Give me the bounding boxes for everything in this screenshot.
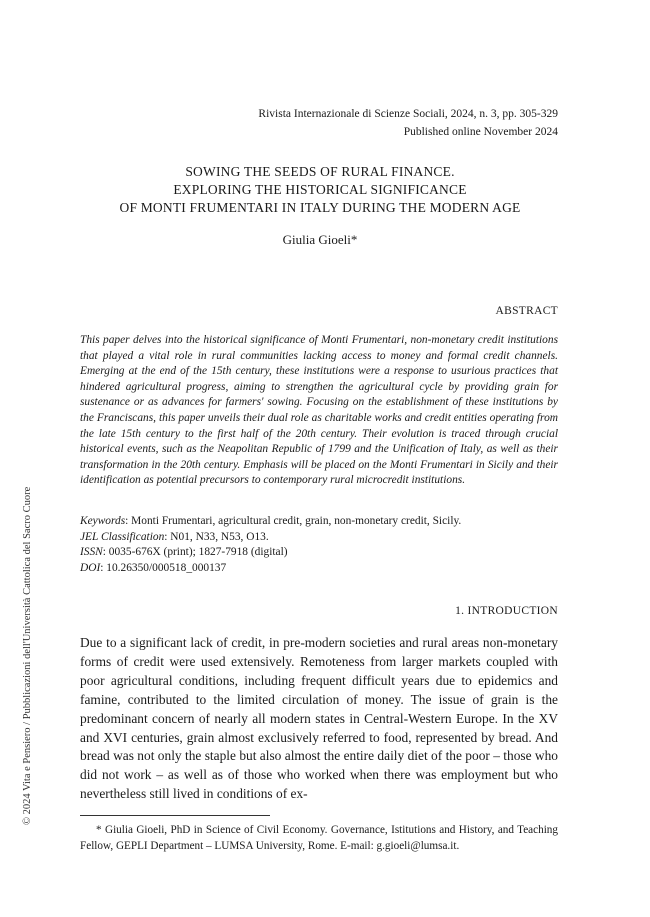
doi-value: : 10.26350/000518_000137 bbox=[100, 561, 227, 574]
copyright-sidebar: © 2024 Vita e Pensiero / Pubblicazioni dell'Università Cattolica del Sacro Cuore bbox=[22, 486, 33, 825]
keywords-label: Keywords bbox=[80, 515, 126, 527]
abstract-heading: ABSTRACT bbox=[495, 305, 558, 317]
body-paragraph: Due to a significant lack of credit, in pre-modern societies and rural areas non-monetary forms of credit were used extensively. Remoteness from larger markets coupled with poor agricultural conditions, including frequent difficult years due to epidemics and famine, contributed to the limited circulation of money. The issue of grain is the predominant concern of nearly all modern states in Central-Western Europe. In the XV and XVI centuries, grain almost exclusively referred to food, represented by bread. And bread was not only the staple but also almost the entire daily diet of the poor – those who did not work – as well as of those who worked when there was employment but who nevertheless still lived in conditions of ex- bbox=[80, 635, 558, 802]
abstract-text: This paper delves into the historical significance of Monti Frumentari, non-monetary credit institutions that played a vital role in rural communities lacking access to money and formal credit channels. Emerging at the end of the 15th century, these institutions were a response to usurious practices that hindered agricultural progress, aiming to strengthen the agricultural cycle by providing grain for sustenance or as advances for farmers' sowing. Focusing on the establishment of these institutions by the Franciscans, this paper unveils their dual role as charitable works and credit entities operating from the late 15th century to the first half of the 20th century. Their evolution is traced through crucial historical events, such as the Neapolitan Republic of 1799 and the Unification of Italy, as well as their transformation in the 20th century. Emphasis will be placed on the Monti Frumentari in Sicily and their identification as potential precursors to contemporary rural microcredit institutions. bbox=[80, 334, 558, 487]
keywords-value: : Monti Frumentari, agricultural credit, grain, non-monetary credit, Sicily. bbox=[125, 515, 462, 527]
footnote: * Giulia Gioeli, PhD in Science of Civil Economy. Governance, Istitutions and History, and Teaching Fellow, GEPLI Department – LUMSA University, Rome. E-mail: g.gioeli@lumsa.it. bbox=[80, 824, 558, 852]
journal-citation: Rivista Internazionale di Scienze Sociali, 2024, n. 3, pp. 305-329 bbox=[258, 108, 558, 120]
jel-row bbox=[80, 530, 461, 546]
section-heading: 1. INTRODUCTION bbox=[455, 605, 558, 617]
title-line: SOWING THE SEEDS OF RURAL FINANCE. bbox=[185, 164, 455, 179]
issn-value: : 0035-676X (print); 1827-7918 (digital) bbox=[102, 546, 288, 559]
publication-date: Published online November 2024 bbox=[403, 126, 558, 138]
keywords-row bbox=[80, 514, 461, 530]
jel-label: JEL Classification bbox=[80, 530, 165, 543]
doi-label: DOI bbox=[80, 561, 101, 574]
paper-title bbox=[70, 163, 570, 217]
jel-value: : N01, N33, N53, O13. bbox=[164, 530, 269, 543]
author-name: Giulia Gioeli* bbox=[282, 232, 358, 247]
footnote-divider bbox=[80, 815, 270, 816]
title-line: EXPLORING THE HISTORICAL SIGNIFICANCE bbox=[173, 182, 467, 197]
issn-row bbox=[80, 545, 461, 561]
doi-row bbox=[80, 561, 461, 577]
metadata-block bbox=[80, 514, 461, 576]
journal-header bbox=[258, 105, 558, 141]
title-line: OF MONTI FRUMENTARI IN ITALY DURING THE MODERN AGE bbox=[119, 200, 521, 215]
issn-label: ISSN bbox=[80, 546, 103, 559]
